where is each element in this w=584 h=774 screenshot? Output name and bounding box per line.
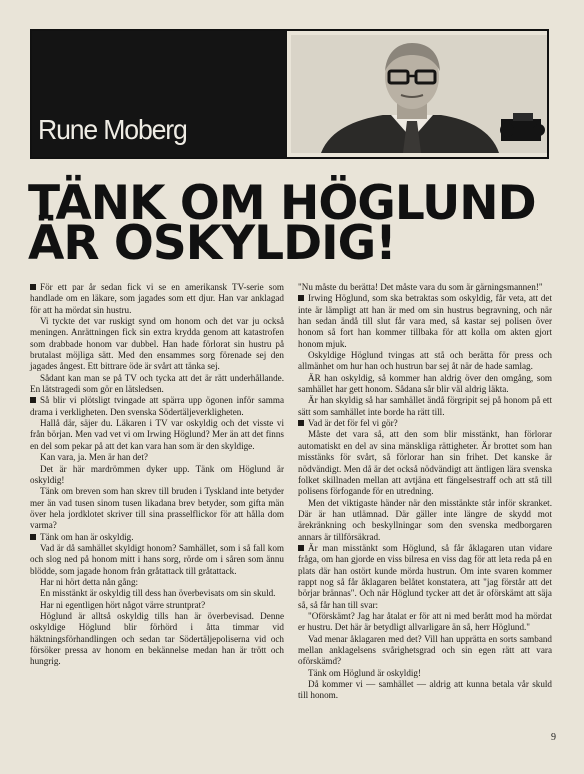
paragraph-text: Hallå där, säjer du. Läkaren i TV var oskyldig och det visste vi från början. Men vad vet vi om Irwing Höglund? Mer än att det finns en del som pekar på att det kan vara han som är den skyldige.: [30, 418, 284, 451]
paragraph: [298, 543, 552, 611]
paragraph: [30, 577, 284, 588]
paragraph-text: Irwing Höglund, som ska betraktas som oskyldig, får veta, att det inte är lämpligt att han är med om sin hustrus begravning, och när han sedan ändå till slut får vara med, så kastar sej polisen över honom så fort han kommer tillbaka för att kolla om akten gjort honom mjuk.: [298, 293, 552, 349]
paragraph-text: Har ni hört detta nån gång:: [40, 576, 139, 587]
paragraph-text: Då kommer vi — samhället — aldrig att kunna betala vår skuld till honom.: [298, 679, 552, 701]
headline-line-2: ÄR OSKYLDIG!: [28, 216, 396, 271]
paragraph-text: Tänk om han är oskyldig.: [40, 531, 134, 542]
paragraph: [30, 282, 284, 316]
paragraph: [298, 679, 552, 702]
headline-line-1: TÄNK OM HÖGLUND: [28, 176, 536, 231]
paragraph: [298, 373, 552, 396]
paragraph: [30, 395, 284, 418]
paragraph: [30, 452, 284, 463]
paragraph: [30, 588, 284, 599]
paragraph-text: Höglund är alltså oskyldig tills han är överbevisad. Denne oskyldige Höglund blir förhörd i åtta timmar vid häktningsförhandlingen och sedan tar Södertäljepoliserna vid och försöker pressa av honom en bekännelse medan han är trött och hungrig.: [30, 610, 284, 667]
paragraph-text: Men det viktigaste händer när den misstänkte står inför skranket. Där är han utlämnad. Där gäller inte längre de skydd mot ärekränkning och beskyllningar som den svenska medborgaren annars är tillförsäkrad.: [298, 497, 552, 542]
paragraph: [298, 429, 552, 497]
paragraph-text: Vad är då samhället skyldigt honom? Samhället, som i så fall kom och slog ned på honom mitt i hans sorg, rörde om i såren som ännu blödde, som jagade honom från gråtattack till gråtattack.: [30, 542, 284, 576]
paragraph-text: Oskyldige Höglund tvingas att stå och berätta för press och allmänhet om hur han och hustrun bar sej åt när de hade samlag.: [298, 350, 552, 372]
paragraph: [298, 350, 552, 373]
paragraph-text: Tänk om Höglund är oskyldig!: [308, 667, 422, 678]
paragraph-text: Tänk om breven som han skrev till bruden i Tyskland inte betyder mer än vad tusen sinom tusen likadana brev betyder, som gifta män över hela jordklotet skriver till sina prasselflickor för att hålla dom varma?: [30, 486, 284, 531]
column-header: [30, 29, 549, 159]
section-marker-icon: [30, 534, 36, 540]
paragraph: [30, 543, 284, 577]
paragraph: [30, 486, 284, 531]
paragraph-text: För ett par år sedan fick vi se en amerikansk TV-serie som handlade om en läkare, som jagades som ett djur. Han var anklagad för att ha mördat sin hustru.: [30, 282, 284, 315]
paragraph: [30, 464, 284, 487]
portrait-image: [291, 35, 547, 153]
paragraph-text: Det är här mardrömmen dyker upp. Tänk om Höglund är oskyldig!: [30, 463, 284, 485]
paragraph-text: Vad menar åklagaren med det? Vill han upprätta en sorts samband mellan anklagelsens svårighetsgrad och sin egen rätt att vara oförskämd?: [298, 633, 552, 667]
paragraph-text: Vi tyckte det var ruskigt synd om honom och det var ju också meningen. Anrättningen fick sin extra krydda genom att katastrofen som drabbade honom var dubbel. Han hade förlorat sin hustru på brutalast möjliga sätt. Med den ensammes sorg förenade sej den jagades ångest. Ett bittrare öde är svårt att tänka sej.: [30, 316, 284, 372]
page-number: 9: [551, 732, 556, 743]
paragraph: [298, 395, 552, 418]
paragraph-text: ÄR han oskyldig, så kommer han aldrig över den omgång, som samhället har gett honom. Sådana sår blir väl aldrig läkta.: [298, 372, 552, 395]
paragraph-text: Är han skyldig så har samhället ändå förgripit sej på honom på ett sätt som samhället inte borde ha rätt till.: [298, 395, 552, 417]
paragraph-text: Måste det vara så, att den som blir misstänkt, han förlorar automatiskt en del av sina mänskliga rättigheter. Är brottet som han misstänks för svårt, så förlorar han sin frihet. Det kanske är nödvändigt. Men då är det också nödvändigt att äntligen lära svenska folket skillnaden mellan att avtjäna ett fängelsestraff och att stå till polisens förfogande för en utredning.: [298, 429, 552, 497]
byline-block: [32, 31, 287, 157]
paragraph: [30, 418, 284, 452]
section-marker-icon: [298, 420, 304, 426]
paragraph-text: Vad är det för fel vi gör?: [308, 418, 398, 429]
paragraph: [30, 532, 284, 543]
section-marker-icon: [298, 545, 304, 551]
paragraph-text: Är man misstänkt som Höglund, så får åklagaren utan vidare fråga, om han gjorde en viss bilresa en viss dag för att leta reda på en plats där han ostört kunde mörda hustrun. Om inte svaren kommer rappt nog så får åklagaren belåtet konstatera, att "jag förstår att det börjar brännas". Och när Höglund tycker att det är oförskämt att säja så, så får han till svar:: [298, 542, 552, 610]
paragraph: [30, 611, 284, 668]
paragraph: [298, 293, 552, 350]
paragraph: [298, 282, 552, 293]
author-byline: Rune Moberg: [38, 114, 187, 145]
paragraph: [298, 611, 552, 634]
paragraph: [298, 668, 552, 679]
paragraph-text: Kan vara, ja. Men är han det?: [40, 452, 148, 463]
paragraph: [30, 600, 284, 611]
right-text-column: [298, 282, 552, 702]
paragraph-text: "Oförskämt? Jag har åtalat er för att ni med berått mod ha mördat er hustru. Det här är betydligt allvarligare än så, herr Höglund.": [298, 610, 552, 633]
paragraph-text: En misstänkt är oskyldig till dess han överbevisats om sin skuld.: [40, 588, 276, 599]
paragraph-text: Så blir vi plötsligt tvingade att spärra upp ögonen inför samma drama i verkligheten. Den svenska Södertäljeverkligheten.: [30, 395, 284, 417]
section-marker-icon: [30, 397, 36, 403]
author-portrait: [291, 35, 547, 153]
article-headline: [28, 176, 558, 271]
paragraph: [30, 373, 284, 396]
section-marker-icon: [30, 284, 36, 290]
paragraph-text: "Nu måste du berätta! Det måste vara du som är gärningsmannen!": [298, 282, 543, 292]
paragraph: [298, 498, 552, 543]
paragraph: [30, 316, 284, 373]
section-marker-icon: [298, 295, 304, 301]
paragraph-text: Sådant kan man se på TV och tycka att det är rätt underhållande. En lätstragedi som gör en lätsledsen.: [30, 372, 284, 395]
left-text-column: [30, 282, 284, 668]
paragraph-text: Har ni egentligen hört något värre struntprat?: [40, 599, 206, 610]
paragraph: [298, 634, 552, 668]
paragraph: [298, 418, 552, 429]
